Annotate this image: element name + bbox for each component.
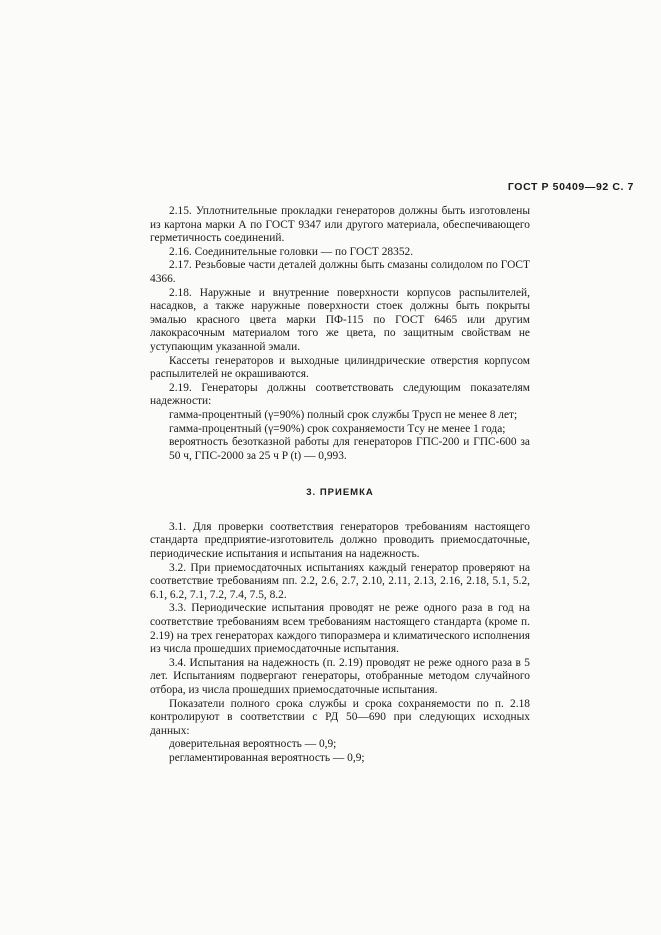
paragraph-2-19: 2.19. Генераторы должны соответствовать следующим показателям надежности: — [150, 381, 530, 408]
reliability-probability: вероятность безотказной работы для генераторов ГПС-200 и ГПС-600 за 50 ч, ГПС-2000 за 25 ч P (t) — 0,993. — [169, 436, 530, 462]
list-item-confidence: доверительная вероятность — 0,9; — [169, 738, 337, 751]
paragraph-2-17: 2.17. Резьбовые части деталей должны быть смазаны солидолом по ГОСТ 4366. — [150, 259, 530, 285]
paragraph-3-4: 3.4. Испытания на надежность (п. 2.19) проводят не реже одного раза в 5 лет. Испытаниям подвергают генераторы, отобранные методом случайного отбора, из числа прошедших приемосдаточные испытания. — [150, 656, 530, 696]
paragraph-2-15: 2.15. Уплотнительные прокладки генераторов должны быть изготовлены из картона марки А по ГОСТ 9347 или другого материала, обеспечивающего герметичность соединений. — [150, 205, 530, 245]
paragraph-3-2: 3.2. При приемосдаточных испытаниях каждый генератор проверяют на соответствие требованиям пп. 2.2, 2.6, 2.7, 2.10, 2.11, 2.13, 2.16, 2.18, 5.1, 5.2, 6.1, 6.2, 7.1, 7.2, 7.4, 7.5, 8.2. — [150, 561, 530, 601]
reliability-gamma-life: гамма-процентный (γ=90%) полный срок службы Tрусп не менее 8 лет; — [169, 408, 518, 421]
paragraph-indicators: Показатели полного срока службы и срока сохраняемости по п. 2.18 контролируют в соответствии с РД 50—690 при следующих исходных данных: — [150, 697, 530, 737]
list-item-regulated: регламентированная вероятность — 0,9; — [169, 751, 365, 764]
reliability-gamma-storage: гамма-процентный (γ=90%) срок сохраняемости Tсу не менее 1 года; — [169, 422, 506, 435]
document-body — [150, 205, 530, 766]
paragraph-2-16: 2.16. Соединительные головки — по ГОСТ 28352. — [169, 245, 414, 258]
paragraph-2-18: 2.18. Наружные и внутренние поверхности корпусов распылителей, насадков, а также наружные поверхности стоек должны быть покрыты эмалью красного цвета марки ПФ-115 по ГОСТ 6465 или другим лакокрасочным материалом того же цвета, по защитным свойствам не уступающим указанной эмали. — [150, 286, 530, 353]
paragraph-cassettes: Кассеты генераторов и выходные цилиндрические отверстия корпусом распылителей не окрашиваются. — [150, 354, 530, 381]
page-header: ГОСТ Р 50409—92 С. 7 — [507, 181, 634, 193]
paragraph-3-3: 3.3. Периодические испытания проводят не реже одного раза в год на соответствие требованиям всем требованиям настоящего стандарта (кроме п. 2.19) на трех генераторах каждого типоразмера и климатического исполнения из числа прошедших приемосдаточные испытания. — [150, 602, 530, 656]
section-title-acceptance: 3. ПРИЕМКА — [306, 487, 374, 499]
paragraph-3-1: 3.1. Для проверки соответствия генераторов требованиям настоящего стандарта предприятие-изготовитель должно проводить приемосдаточные, периодические испытания и испытания на надежность. — [150, 520, 530, 561]
